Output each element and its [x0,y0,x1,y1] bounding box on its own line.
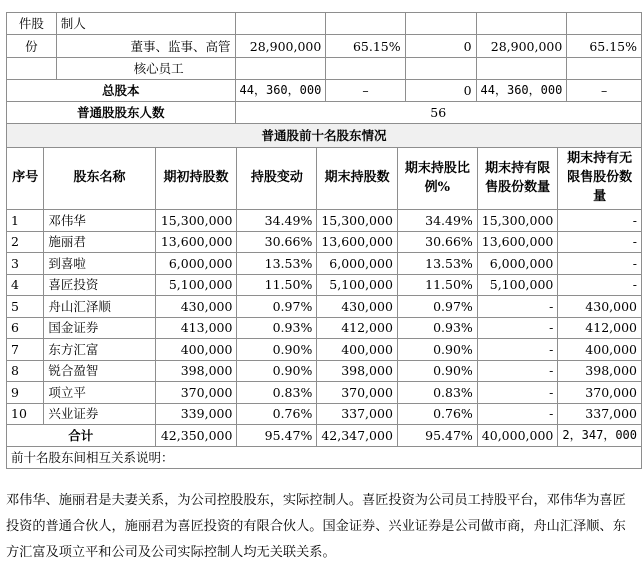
cell-ratio: 13.53% [397,253,477,275]
cell-restricted: - [477,339,558,361]
cell-begin: 430,000 [155,296,237,318]
top-row-total [7,80,642,102]
cell-begin: 13,600,000 [155,231,237,253]
header-row [7,148,642,210]
cell-restricted: - [477,382,558,404]
cell: 0 [405,35,476,58]
cell-unrestricted: 370,000 [558,382,642,404]
cell: – [567,80,642,102]
cell-unrestricted: - [558,210,642,232]
cell-ratio: 34.49% [397,210,477,232]
cell-restricted: - [477,403,558,425]
top-row-core-staff [7,58,642,80]
cell-begin: 6,000,000 [155,253,237,275]
cell-unrestricted: 398,000 [558,360,642,382]
cell-change: 0.76% [237,403,317,425]
cell-name: 国金证券 [44,317,155,339]
cell-ratio: 11.50% [397,274,477,296]
col-header-unrestricted: 期末持有无限售股份数量 [558,148,642,210]
table-row [7,296,642,318]
cell-no: 3 [7,253,44,275]
cell-unrestricted: 412,000 [558,317,642,339]
cell: 95.47% [397,425,477,447]
cell-no: 9 [7,382,44,404]
table-row [7,274,642,296]
top-row-controller [7,13,642,35]
table-row [7,253,642,275]
cell-no: 4 [7,274,44,296]
cell-name: 项立平 [44,382,155,404]
col-header-change: 持股变动 [237,148,317,210]
cell-end: 370,000 [317,382,398,404]
cell-change: 0.83% [237,382,317,404]
cell-change: 13.53% [237,253,317,275]
cell-ratio: 0.97% [397,296,477,318]
table-row [7,382,642,404]
col-header-no: 序号 [7,148,44,210]
cell: 65.15% [567,35,642,58]
table-row [7,360,642,382]
cell-no: 7 [7,339,44,361]
cell: 2，347，000 [558,425,642,447]
cell-restricted: 13,600,000 [477,231,558,253]
top-row-label: 核心员工 [56,58,235,80]
top-label-left: 件股 [7,13,57,35]
cell-change: 0.90% [237,360,317,382]
cell-unrestricted: - [558,274,642,296]
cell-change: 11.50% [237,274,317,296]
cell-restricted: 5,100,000 [477,274,558,296]
cell-begin: 5,100,000 [155,274,237,296]
cell-unrestricted: 430,000 [558,296,642,318]
table-row [7,403,642,425]
table-row [7,210,642,232]
cell-restricted: 6,000,000 [477,253,558,275]
cell-ratio: 0.83% [397,382,477,404]
cell: 44，360，000 [235,80,326,102]
cell-unrestricted: 337,000 [558,403,642,425]
holders-value: 56 [235,102,641,124]
cell-end: 400,000 [317,339,398,361]
cell: 42,350,000 [155,425,237,447]
cell-unrestricted: - [558,231,642,253]
total-label: 总股本 [7,80,236,102]
relation-row [7,447,642,469]
cell-end: 430,000 [317,296,398,318]
cell: 0 [405,80,476,102]
cell-change: 0.90% [237,339,317,361]
cell-no: 5 [7,296,44,318]
relation-notes: 邓伟华、施丽君是夫妻关系，为公司控股股东，实际控制人。喜匠投资为公司员工持股平台，邓伟华为喜匠投资的普通合伙人，施丽君为喜匠投资的有限合伙人。国金证券、兴业证券是公司做市商，舟山汇泽顺、东方汇富及项立平和公司及公司实际控制人均无关联关系。 [6,493,626,560]
col-header-ratio: 期末持股比例% [397,148,477,210]
cell-name: 到喜啦 [44,253,155,275]
cell-unrestricted: 400,000 [558,339,642,361]
cell-name: 施丽君 [44,231,155,253]
cell-no: 1 [7,210,44,232]
sum-row [7,425,642,447]
cell: 28,900,000 [235,35,326,58]
cell-ratio: 0.90% [397,339,477,361]
top-label-left: 份 [7,35,57,58]
cell-begin: 398,000 [155,360,237,382]
share-structure-table [6,12,642,124]
cell-name: 兴业证券 [44,403,155,425]
cell-change: 34.49% [237,210,317,232]
sum-label: 合计 [7,425,156,447]
cell-begin: 339,000 [155,403,237,425]
cell-name: 东方汇富 [44,339,155,361]
cell-no: 2 [7,231,44,253]
cell-change: 30.66% [237,231,317,253]
cell: – [326,80,405,102]
cell-no: 10 [7,403,44,425]
cell-name: 锐合盈智 [44,360,155,382]
cell-end: 15,300,000 [317,210,398,232]
cell-begin: 15,300,000 [155,210,237,232]
top-ten-shareholders-table [6,123,642,469]
cell-restricted: - [477,360,558,382]
cell-no: 6 [7,317,44,339]
holders-label: 普通股股东人数 [7,102,236,124]
cell-begin: 400,000 [155,339,237,361]
cell-change: 0.97% [237,296,317,318]
cell-unrestricted: - [558,253,642,275]
cell-end: 398,000 [317,360,398,382]
cell-end: 5,100,000 [317,274,398,296]
top-row-label: 制人 [56,13,235,35]
cell-begin: 413,000 [155,317,237,339]
cell-end: 6,000,000 [317,253,398,275]
cell-name: 喜匠投资 [44,274,155,296]
cell-name: 舟山汇泽顺 [44,296,155,318]
cell-ratio: 0.76% [397,403,477,425]
col-header-end: 期末持股数 [317,148,398,210]
cell: 40,000,000 [477,425,558,447]
cell-restricted: - [477,317,558,339]
cell-no: 8 [7,360,44,382]
top-row-holders [7,102,642,124]
table-row [7,339,642,361]
col-header-restricted: 期末持有限售股份数量 [477,148,558,210]
section-title: 普通股前十名股东情况 [7,124,642,148]
cell-end: 412,000 [317,317,398,339]
table-row [7,317,642,339]
cell-restricted: 15,300,000 [477,210,558,232]
cell-change: 0.93% [237,317,317,339]
cell: 65.15% [326,35,405,58]
cell-begin: 370,000 [155,382,237,404]
cell: 95.47% [237,425,317,447]
relation-label: 前十名股东间相互关系说明： [7,447,642,469]
cell-ratio: 0.93% [397,317,477,339]
cell-end: 13,600,000 [317,231,398,253]
section-title-row [7,124,642,148]
cell-ratio: 30.66% [397,231,477,253]
cell: 42,347,000 [317,425,398,447]
cell: 44，360，000 [476,80,567,102]
top-row-directors [7,35,642,58]
cell-name: 邓伟华 [44,210,155,232]
table-row [7,231,642,253]
cell-end: 337,000 [317,403,398,425]
cell-ratio: 0.90% [397,360,477,382]
col-header-name: 股东名称 [44,148,155,210]
col-header-begin: 期初持股数 [155,148,237,210]
cell-restricted: - [477,296,558,318]
top-row-label: 董事、监事、高管 [56,35,235,58]
cell: 28,900,000 [476,35,567,58]
